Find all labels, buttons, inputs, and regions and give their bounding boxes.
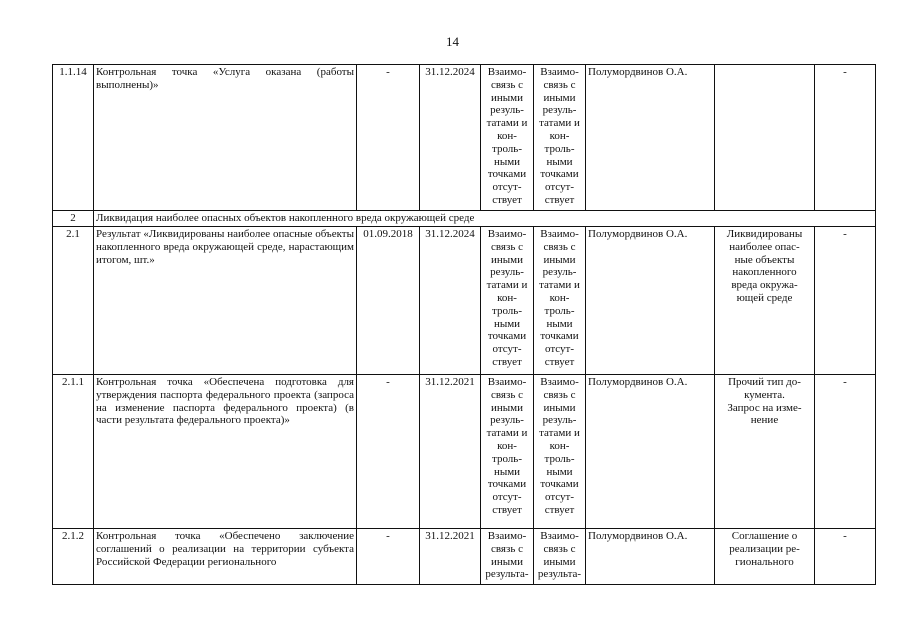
section-row (53, 211, 876, 227)
link-cell-b (534, 227, 586, 375)
link-cell-a (481, 65, 534, 211)
text-line: татами и (539, 279, 580, 292)
text-line: ные объекты (734, 253, 795, 266)
row-name: Результат «Ликвидированы наиболее опасные объекты накопленного вреда окружающей среде, нарастающим итогом, шт.» (94, 227, 357, 375)
text-line: ными (546, 465, 573, 478)
result-cell (715, 375, 815, 529)
link-cell-a (481, 529, 534, 585)
section-number: 2 (53, 211, 94, 227)
row-number: 2.1.1 (53, 375, 94, 529)
text-line: нение (750, 414, 779, 427)
text-line: татами и (486, 117, 528, 130)
start-date: - (357, 65, 420, 211)
text-line: иными (543, 555, 576, 568)
table-row (53, 529, 876, 585)
text-line: результа- (537, 568, 582, 581)
text-line: отсут- (492, 491, 522, 504)
text-line: ными (546, 317, 573, 330)
text-line: Взаимо- (540, 66, 579, 78)
text-line: точками (540, 478, 579, 491)
section-title: Ликвидация наиболее опасных объектов накопленного вреда окружающей среде (94, 211, 876, 227)
start-date: - (357, 375, 420, 529)
text-line: связь с (543, 78, 576, 91)
row-number: 2.1.2 (53, 529, 94, 585)
text-line: связь с (491, 542, 523, 555)
text-line: ными (546, 155, 573, 168)
link-cell-b (534, 375, 586, 529)
link-cell-b (534, 529, 586, 585)
end-date: 31.12.2021 (420, 375, 481, 529)
text-line: гионального (735, 555, 794, 568)
result-cell (715, 529, 815, 585)
text-line: иными (543, 91, 576, 104)
text-line: резуль- (542, 266, 577, 279)
text-line: троль- (492, 142, 522, 155)
text-line: ствует (544, 193, 575, 206)
text-line: Взаимо- (540, 376, 579, 388)
last-column: - (815, 65, 876, 211)
link-cell-a (481, 227, 534, 375)
text-line: Ликвидированы (726, 228, 803, 240)
plan-table (52, 64, 876, 585)
text-line: отсут- (492, 343, 522, 356)
text-line: татами и (539, 427, 580, 440)
text-line: Соглашение о (731, 530, 798, 542)
last-column: - (815, 529, 876, 585)
text-line: троль- (544, 452, 575, 465)
text-line: точками (487, 330, 527, 343)
text-line: ствует (544, 503, 575, 516)
text-line: ющей среде (736, 291, 793, 304)
text-line: ными (493, 317, 521, 330)
end-date: 31.12.2021 (420, 529, 481, 585)
text-line: кон- (549, 129, 570, 142)
text-line: троль- (492, 452, 522, 465)
text-line: наиболее опас- (729, 240, 800, 253)
text-line: кон- (549, 439, 570, 452)
text-line: Взаимо- (487, 530, 527, 542)
text-line: резуль- (490, 104, 524, 117)
text-line: результа- (485, 568, 529, 581)
text-line: Взаимо- (487, 228, 527, 240)
link-cell-a (481, 375, 534, 529)
text-line: связь с (491, 388, 523, 401)
responsible-person: Полумордвинов О.А. (586, 529, 715, 585)
text-line: иными (543, 253, 576, 266)
text-line: отсут- (544, 491, 574, 504)
table-row (53, 375, 876, 529)
text-line: точками (487, 168, 527, 181)
result-cell (715, 227, 815, 375)
link-cell-b (534, 65, 586, 211)
text-line: иными (490, 253, 523, 266)
text-line: кумента. (744, 388, 785, 401)
text-line: Взаимо- (487, 66, 527, 78)
text-line: иными (490, 401, 523, 414)
text-line: отсут- (544, 343, 574, 356)
text-line: кон- (497, 291, 517, 304)
text-line: татами и (539, 117, 580, 130)
text-line: ными (493, 155, 521, 168)
text-line: связь с (491, 78, 523, 91)
text-line: кон- (549, 291, 570, 304)
responsible-person: Полумордвинов О.А. (586, 65, 715, 211)
text-line: ствует (492, 193, 522, 206)
text-line: иными (490, 91, 523, 104)
text-line: отсут- (492, 181, 522, 194)
result-cell (715, 65, 815, 211)
last-column: - (815, 375, 876, 529)
text-line: троль- (492, 304, 522, 317)
text-line: связь с (543, 240, 576, 253)
text-line: резуль- (490, 266, 524, 279)
text-line: кон- (497, 439, 517, 452)
text-line: ными (493, 465, 521, 478)
row-name: Контрольная точка «Услуга оказана (работы выполнены)» (94, 65, 357, 211)
text-line: Взаимо- (487, 376, 527, 388)
text-line: вреда окружа- (731, 279, 798, 292)
text-line: ствует (492, 503, 522, 516)
text-line: накопленного (732, 266, 797, 279)
text-line: резуль- (490, 414, 524, 427)
text-line: кон- (497, 129, 517, 142)
table-row (53, 227, 876, 375)
end-date: 31.12.2024 (420, 227, 481, 375)
text-line: отсут- (544, 181, 574, 194)
text-line: реализации ре- (729, 542, 800, 555)
text-line: связь с (543, 388, 576, 401)
text-line: иными (543, 401, 576, 414)
last-column: - (815, 227, 876, 375)
text-line: Запрос на изме- (727, 401, 802, 414)
text-line: Взаимо- (540, 530, 579, 542)
text-line: Взаимо- (540, 228, 579, 240)
text-line: точками (540, 168, 579, 181)
start-date: 01.09.2018 (357, 227, 420, 375)
text-line: точками (487, 478, 527, 491)
text-line: Прочий тип до- (728, 376, 801, 388)
text-line: татами и (486, 279, 528, 292)
row-name: Контрольная точка «Обеспечена подготовка для утверждения паспорта федерального проекта (запроса на изменение паспорта федерального проекта) (в части результата федерального проекта)» (94, 375, 357, 529)
row-name: Контрольная точка «Обеспечено заключение соглашений о реализации на территории субъекта Российской Федерации регионального (94, 529, 357, 585)
text-line: троль- (544, 142, 575, 155)
text-line: связь с (491, 240, 523, 253)
responsible-person: Полумордвинов О.А. (586, 227, 715, 375)
end-date: 31.12.2024 (420, 65, 481, 211)
text-line: резуль- (542, 414, 577, 427)
text-line: резуль- (542, 104, 577, 117)
text-line: точками (540, 330, 579, 343)
row-number: 2.1 (53, 227, 94, 375)
start-date: - (357, 529, 420, 585)
row-number: 1.1.14 (53, 65, 94, 211)
page-number: 14 (446, 34, 459, 49)
responsible-person: Полумордвинов О.А. (586, 375, 715, 529)
text-line: ствует (492, 355, 522, 368)
text-line: троль- (544, 304, 575, 317)
text-line: татами и (486, 427, 528, 440)
table-row (53, 65, 876, 211)
text-line: иными (490, 555, 523, 568)
text-line: связь с (543, 542, 576, 555)
text-line: ствует (544, 355, 575, 368)
